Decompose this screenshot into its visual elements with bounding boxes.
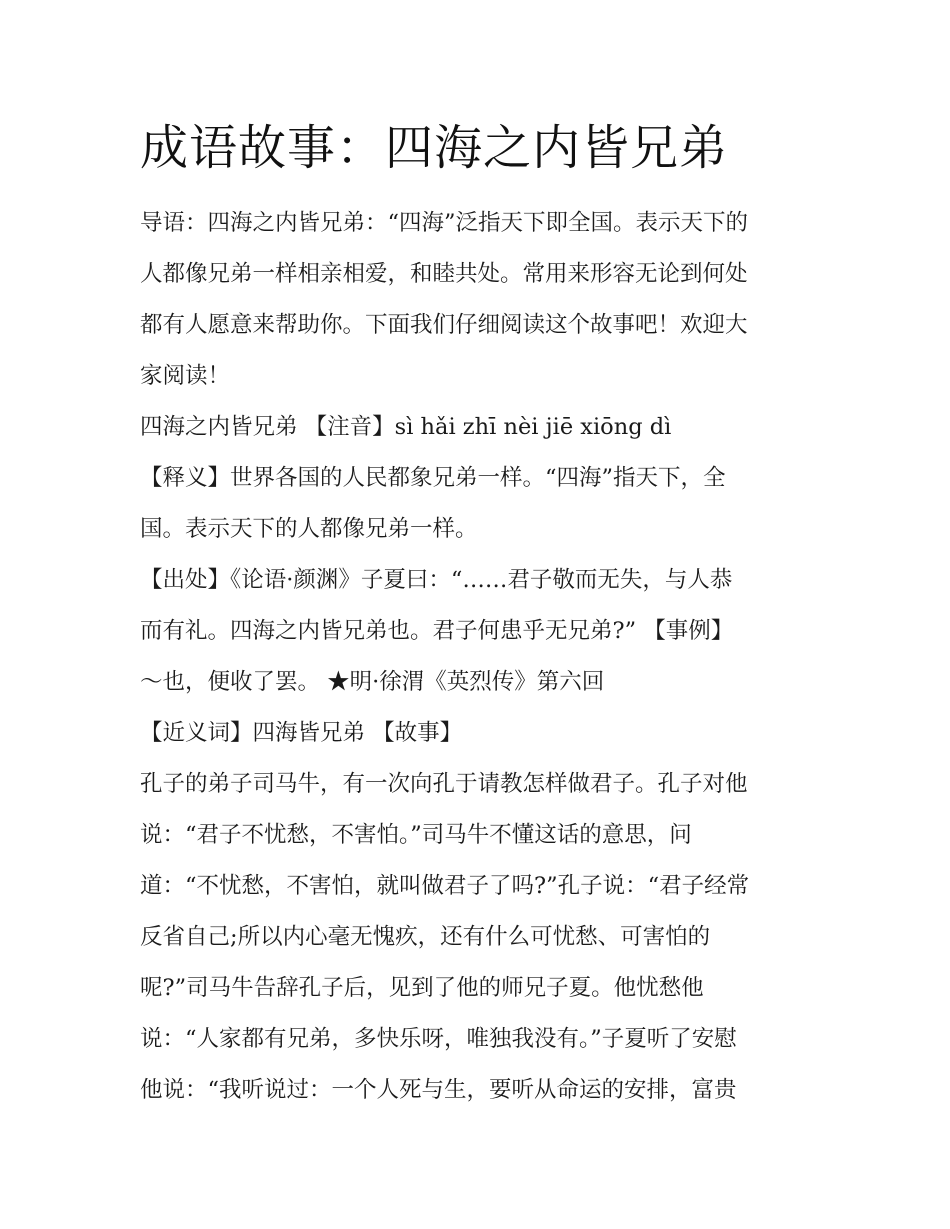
document-body (140, 198, 830, 1116)
body-line: 而有礼。四海之内皆兄弟也。君子何患乎无兄弟?” 【事例】 (140, 618, 734, 644)
body-line: 他说：“我听说过：一个人死与生，要听从命运的安排，富贵 (140, 1077, 737, 1103)
body-line: 四海之内皆兄弟 【注音】sì hǎi zhī nèi jiē xiōng dì (140, 414, 672, 440)
body-line: 人都像兄弟一样相亲相爱，和睦共处。常用来形容无论到何处 (140, 261, 748, 287)
body-line: 孔子的弟子司马牛，有一次向孔于请教怎样做君子。孔子对他 (140, 771, 748, 797)
body-line: 道：“不忧愁，不害怕，就叫做君子了吗?”孔子说：“君子经常 (140, 873, 750, 899)
body-line: 呢?”司马牛告辞孔子后，见到了他的师兄子夏。他忧愁他 (140, 975, 704, 1001)
body-line: 说：“君子不忧愁，不害怕。”司马牛不懂这话的意思，问 (140, 822, 692, 848)
body-line: 都有人愿意来帮助你。下面我们仔细阅读这个故事吧！欢迎大 (140, 312, 748, 338)
body-line: 说：“人家都有兄弟，多快乐呀，唯独我没有。”子夏听了安慰 (140, 1026, 737, 1052)
body-line: 反省自己;所以内心毫无愧疚，还有什么可忧愁、可害怕的 (140, 924, 711, 950)
body-line: ～也，便收了罢。 ★明·徐渭《英烈传》第六回 (140, 669, 605, 695)
body-line: 国。表示天下的人都像兄弟一样。 (140, 516, 478, 542)
document-title: 成语故事：四海之内皆兄弟 (140, 120, 729, 176)
body-line: 【释义】世界各国的人民都象兄弟一样。“四海”指天下，全 (140, 465, 726, 491)
body-line: 导语：四海之内皆兄弟：“四海”泛指天下即全国。表示天下的 (140, 210, 749, 236)
body-line: 家阅读！ (140, 363, 231, 389)
body-line: 【出处】《论语·颜渊》子夏曰：“……君子敬而无失，与人恭 (140, 567, 733, 593)
body-line: 【近义词】四海皆兄弟 【故事】 (140, 720, 463, 746)
